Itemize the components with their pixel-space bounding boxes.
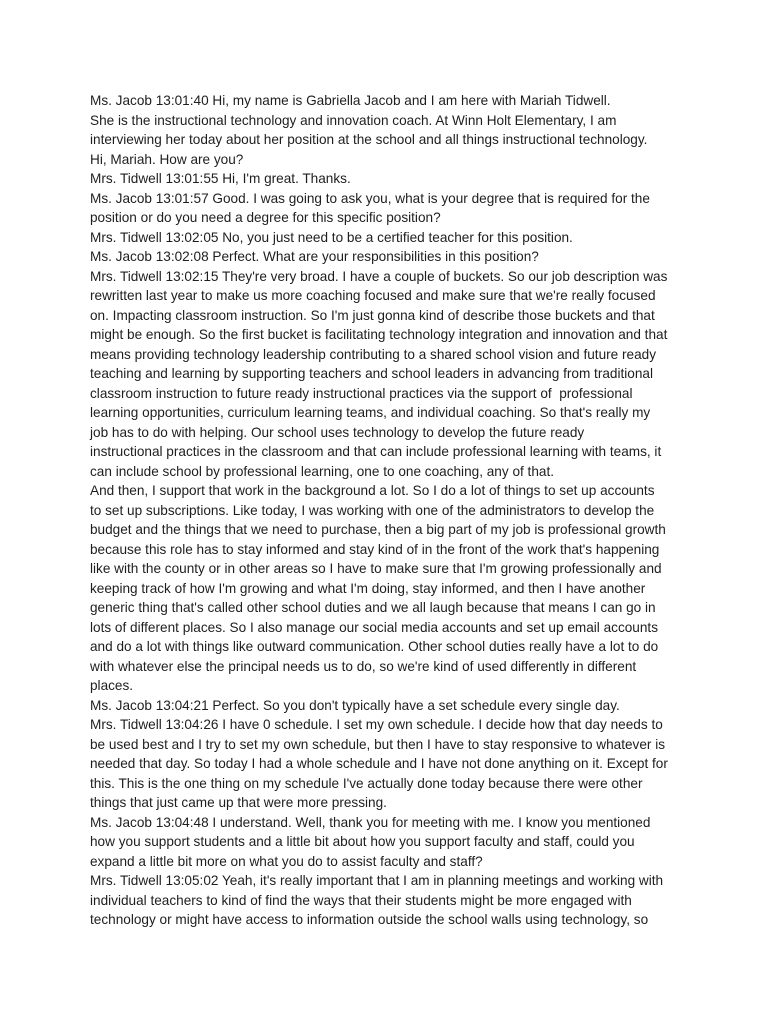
transcript-line: means providing technology leadership contributing to a shared school vision and future ready (90, 346, 656, 362)
transcript-line: learning opportunities, curriculum learning teams, and individual coaching. So that's really my (90, 405, 651, 420)
transcript-line: interviewing her today about her position at the school and all things instructional technology. (90, 132, 648, 147)
transcript-line: keeping track of how I'm growing and what I'm doing, stay informed, and then I have another (90, 580, 646, 596)
transcript-line: individual teachers to kind of find the ways that their students might be more engaged with (90, 892, 632, 908)
transcript-line: job has to do with helping. Our school uses technology to develop the future ready (90, 424, 585, 440)
transcript-line: Hi, Mariah. How are you? (90, 151, 244, 167)
transcript-line: position or do you need a degree for this specific position? (90, 210, 441, 225)
transcript-line: budget and the things that we need to purchase, then a big part of my job is professional growth (90, 522, 666, 537)
transcript-line: And then, I support that work in the background a lot. So I do a lot of things to set up accounts (90, 483, 655, 498)
transcript-line: rewritten last year to make us more coaching focused and make sure that we're really focused (90, 288, 656, 303)
transcript-line: technology or might have access to information outside the school walls using technology, so (90, 912, 649, 927)
transcript-line: Ms. Jacob 13:01:57 Good. I was going to ask you, what is your degree that is required for the (90, 190, 650, 206)
transcript-body (90, 91, 680, 930)
transcript-line: things that just came up that were more pressing. (90, 795, 387, 810)
transcript-line: with whatever else the principal needs us to do, so we're kind of used differently in different (90, 658, 637, 674)
transcript-line: teaching and learning by supporting teachers and school leaders in advancing from traditional (90, 366, 653, 381)
transcript-line: might be enough. So the first bucket is facilitating technology integration and innovation and that (90, 327, 668, 342)
transcript-line: can include school by professional learning, one to one coaching, any of that. (90, 463, 555, 479)
transcript-line: needed that day. So today I had a whole schedule and I have not done anything on it. Except for (90, 756, 668, 771)
transcript-line: Ms. Jacob 13:04:21 Perfect. So you don't typically have a set schedule every single day. (90, 697, 620, 713)
transcript-line: how you support students and a little bit about how you support faculty and staff, could you (90, 834, 635, 849)
transcript-line: lots of different places. So I also manage our social media accounts and set up email accounts (90, 619, 658, 635)
transcript-line: and do a lot with things like outward communication. Other school duties really have a lot to do (90, 639, 659, 654)
transcript-line: Ms. Jacob 13:04:48 I understand. Well, thank you for meeting with me. I know you mentioned (90, 814, 651, 830)
transcript-line: Ms. Jacob 13:02:08 Perfect. What are your responsibilities in this position? (90, 249, 539, 264)
transcript-line: instructional practices in the classroom and that can include professional learning with teams, it (90, 444, 662, 459)
transcript-line: Mrs. Tidwell 13:01:55 Hi, I'm great. Thanks. (90, 171, 351, 186)
transcript-line: to set up subscriptions. Like today, I was working with one of the administrators to develop the (90, 502, 655, 518)
transcript-line: She is the instructional technology and innovation coach. At Winn Holt Elementary, I am (90, 112, 617, 128)
transcript-line: Mrs. Tidwell 13:02:15 They're very broad. I have a couple of buckets. So our job description was (90, 268, 668, 284)
transcript-line: because this role has to stay informed and stay kind of in the front of the work that's happening (90, 541, 660, 557)
transcript-line: Mrs. Tidwell 13:05:02 Yeah, it's really important that I am in planning meetings and working with (90, 873, 664, 888)
transcript-line: on. Impacting classroom instruction. So I'm just gonna kind of describe those buckets and that (90, 307, 655, 323)
transcript-line: Mrs. Tidwell 13:02:05 No, you just need to be a certified teacher for this position. (90, 229, 573, 245)
transcript-line: classroom instruction to future ready instructional practices via the support of professional (90, 385, 633, 401)
transcript-line: places. (90, 678, 134, 693)
transcript-line: Ms. Jacob 13:01:40 Hi, my name is Gabriella Jacob and I am here with Mariah Tidwell. (90, 93, 611, 108)
transcript-line: this. This is the one thing on my schedule I've actually done today because there were other (90, 775, 643, 791)
transcript-line: like with the county or in other areas so I have to make sure that I'm growing professionally and (90, 561, 662, 576)
transcript-line: Mrs. Tidwell 13:04:26 I have 0 schedule. I set my own schedule. I decide how that day needs to (90, 717, 663, 732)
transcript-line: generic thing that's called other school duties and we all laugh because that means I can go in (90, 600, 656, 615)
transcript-line: expand a little bit more on what you do to assist faculty and staff? (90, 853, 483, 869)
transcript-line: be used best and I try to set my own schedule, but then I have to stay responsive to whatever is (90, 736, 666, 752)
